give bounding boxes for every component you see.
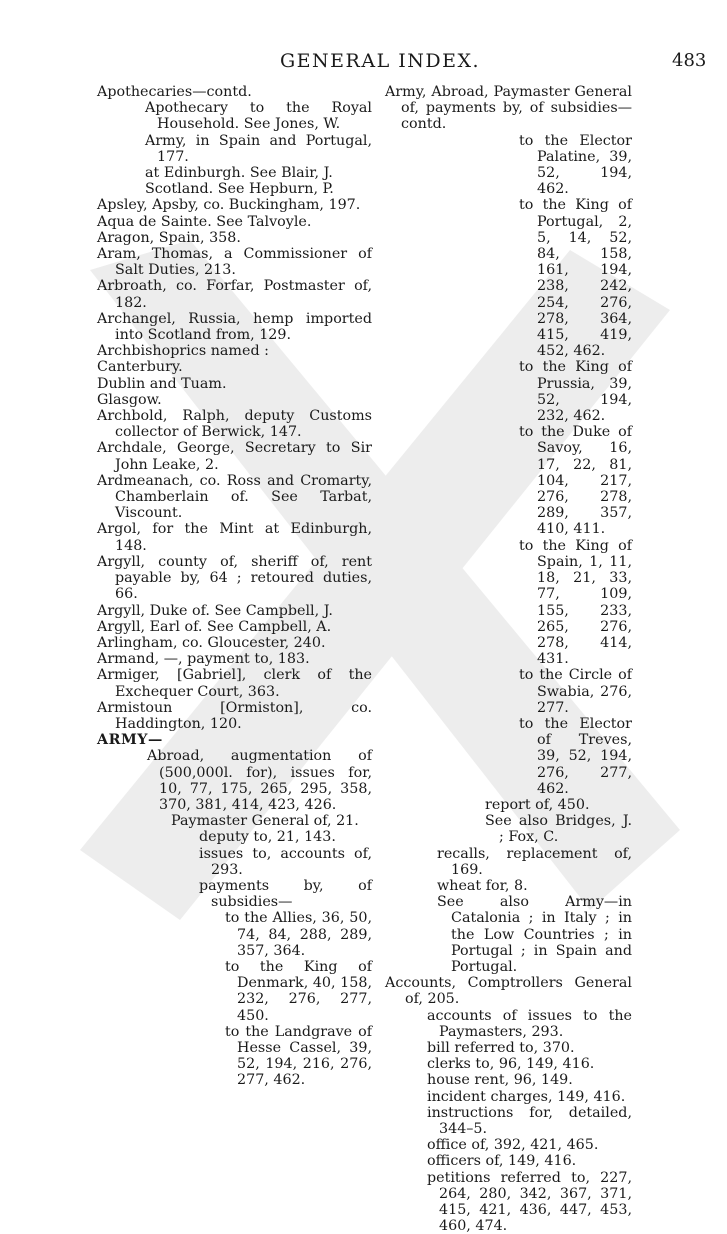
index-entry: clerks to, 96, 149, 416. <box>427 1056 595 1073</box>
running-header-title: GENERAL INDEX. <box>280 50 481 72</box>
index-entry: to the Elector Palatine, 39, 52, 194, 462. <box>519 132 632 198</box>
index-entry: accounts of issues to the Paymasters, 293. <box>427 1007 632 1040</box>
index-entry: Canterbury. <box>97 359 183 376</box>
index-entry: payments by, of subsidies— <box>199 877 372 911</box>
index-entry: to the King of Prussia, 39, 52, 194, 232, 462. <box>519 359 632 425</box>
index-entry: wheat for, 8. <box>437 877 528 894</box>
index-entry: See also Army—in Catalonia ; in Italy ; in the Low Countries ; in Portugal ; in Spain and Portugal. <box>437 894 632 975</box>
index-entry: Apsley, Apsby, co. Buckingham, 197. <box>97 197 361 214</box>
index-entry: Archdale, George, Secretary to Sir John Leake, 2. <box>97 440 372 473</box>
index-entry: Apothecary to the Royal Household. See Jones, W. <box>145 100 372 133</box>
index-entry: Argyll, Duke of. See Campbell, J. <box>97 602 333 619</box>
index-entry: bill referred to, 370. <box>427 1039 575 1056</box>
index-entry: to the Duke of Savoy, 16, 17, 22, 81, 104, 217, 276, 278, 289, 357, 410, 411. <box>519 424 632 538</box>
index-entry: at Edinburgh. See Blair, J. <box>145 165 333 182</box>
index-entry: to the King of Denmark, 40, 158, 232, 276, 277, 450. <box>225 958 372 1024</box>
index-entry: Accounts, Comptrollers General of, 205. <box>385 975 632 1008</box>
index-entry: Apothecaries—contd. <box>97 84 252 100</box>
index-column-right <box>385 84 632 1234</box>
index-entry: Argyll, Earl of. See Campbell, A. <box>97 618 332 635</box>
index-entry: See also Bridges, J. ; Fox, C. <box>485 813 632 846</box>
index-entry: Scotland. See Hepburn, P. <box>145 181 334 198</box>
index-entry: Armistoun [Ormiston], co. Haddington, 120. <box>97 699 372 732</box>
page-number: 483 <box>672 50 707 71</box>
index-entry: to the King of Spain, 1, 11, 18, 21, 33, 77, 109, 155, 233, 265, 276, 278, 414, 431. <box>519 537 632 668</box>
index-entry: Paymaster General of, 21. <box>171 813 359 830</box>
index-entry: to the Allies, 36, 50, 74, 84, 288, 289, 357, 364. <box>225 910 372 959</box>
index-entry: ARMY— <box>97 732 163 749</box>
index-entry: office of, 392, 421, 465. <box>427 1137 599 1154</box>
index-entry: recalls, replacement of, 169. <box>437 845 632 878</box>
index-entry: Argol, for the Mint at Edinburgh, 148. <box>97 521 372 554</box>
index-entry: officers of, 149, 416. <box>427 1153 577 1170</box>
index-column-left <box>97 84 372 1089</box>
index-entry: Aragon, Spain, 358. <box>97 229 241 246</box>
index-entry: Arlingham, co. Gloucester, 240. <box>97 634 326 651</box>
index-entry: Argyll, county of, sheriff of, rent payable by, 64 ; retoured duties, 66. <box>97 553 372 603</box>
index-entry: Dublin and Tuam. <box>97 375 227 392</box>
index-entry: Aqua de Sainte. See Talvoyle. <box>97 213 312 230</box>
index-entry: to the Elector of Treves, 39, 52, 194, 276, 277, 462. <box>519 715 632 797</box>
index-entry: Army, in Spain and Portugal, 177. <box>145 132 372 165</box>
index-entry: Armand, —, payment to, 183. <box>97 651 310 668</box>
index-entry: to the King of Portugal, 2, 5, 14, 52, 84, 158, 161, 194, 238, 242, 254, 276, 278, 364, 415, 419, 452, 462. <box>519 197 632 360</box>
index-entry: house rent, 96, 149. <box>427 1072 573 1089</box>
index-entry: Archbold, Ralph, deputy Customs collector of Berwick, 147. <box>97 408 372 441</box>
index-entry: incident charges, 149, 416. <box>427 1088 626 1105</box>
index-entry: deputy to, 21, 143. <box>199 829 336 846</box>
index-entry: Arbroath, co. Forfar, Postmaster of, 182. <box>97 278 372 311</box>
index-entry: to the Circle of Swabia, 276, 277. <box>519 667 632 716</box>
index-entry: issues to, accounts of, 293. <box>199 845 372 878</box>
index-entry: Archangel, Russia, hemp imported into Scotland from, 129. <box>97 310 372 344</box>
index-entry: Army, Abroad, Paymaster General of, payments by, of subsidies—contd. <box>385 84 632 133</box>
index-entry: instructions for, detailed, 344–5. <box>427 1104 632 1137</box>
index-entry: Aram, Thomas, a Commissioner of Salt Duties, 213. <box>97 246 372 279</box>
index-entry: Ardmeanach, co. Ross and Cromarty, Chamberlain of. See Tarbat, Viscount. <box>97 472 372 522</box>
index-entry: Armiger, [Gabriel], clerk of the Exchequer Court, 363. <box>97 667 372 700</box>
index-entry: to the Landgrave of Hesse Cassel, 39, 52, 194, 216, 276, 277, 462. <box>225 1023 372 1089</box>
index-entry: Archbishoprics named : <box>97 343 269 360</box>
index-entry: report of, 450. <box>485 796 590 813</box>
index-entry: Glasgow. <box>97 391 162 408</box>
index-entry: petitions referred to, 227, 264, 280, 342, 367, 371, 415, 421, 436, 447, 453, 460, 474. <box>427 1169 632 1234</box>
index-entry: Abroad, augmentation of (500,000l. for), issues for, 10, 77, 175, 265, 295, 358, 370, 381, 414, 423, 426. <box>147 748 372 813</box>
